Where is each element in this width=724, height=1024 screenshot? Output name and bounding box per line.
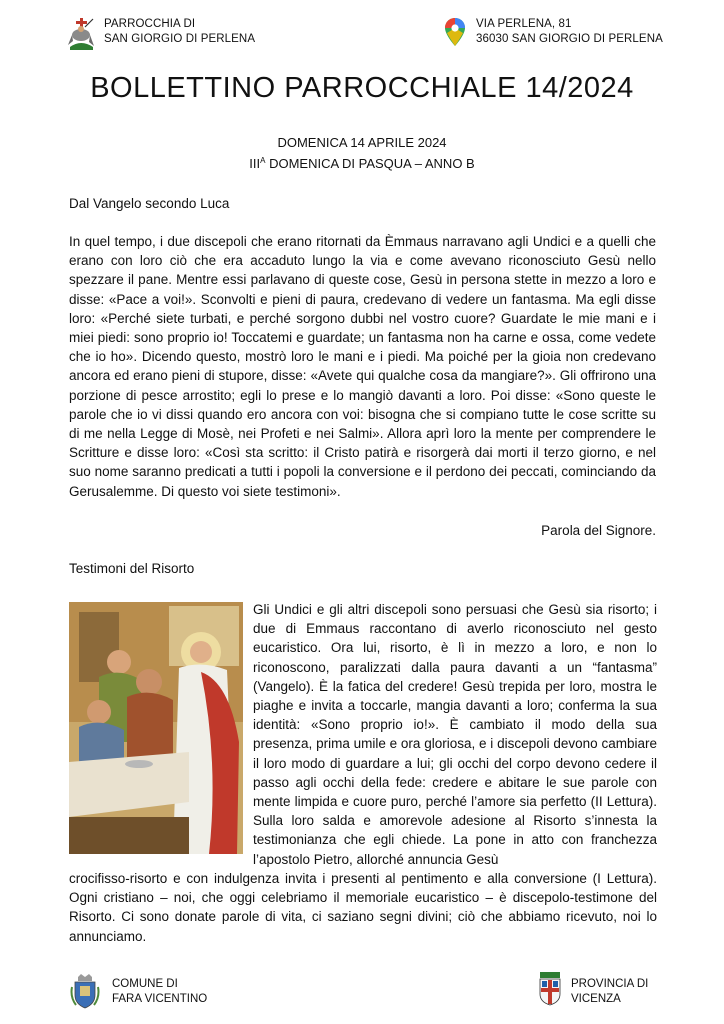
gospel-heading: Dal Vangelo secondo Luca [69,196,230,211]
provincia-line1: PROVINCIA DI [571,978,649,990]
provincia-footer [571,977,648,1007]
gospel-sign: Parola del Signore. [541,523,656,538]
comune-footer [112,977,207,1007]
gospel-text: In quel tempo, i due discepoli che erano ritornati da Èmmaus narravano agli Undici e a quelli che erano con loro ciò che era accaduto lungo la via e come avevano riconosciuto Gesù nello spezzare il pane. Mentre essi parlavano di queste cose, Gesù in persona stette in mezzo a loro e disse: «Pace a voi!». Sconvolti e pieni di paura, credevano di vedere un fantasma. Ma egli disse loro: «Perché siete turbati, e perché sorgono dubbi nel vostro cuore? Guardate le mie mani e i miei piedi: sono proprio io! Toccatemi e guardate; un fantasma non ha carne e ossa, come vedete che io ho». Dicendo questo, mostrò loro le mani e i piedi. Ma poiché per la gioia non credevano ancora ed erano pieni di stupore, disse: «Avete qui qualche cosa da mangiare?». Gli offrirono una porzione di pesce arrostito; egli lo prese e lo mangiò davanti a loro. Poi disse: «Sono queste le parole che io vi dissi quando ero ancora con voi: bisogna che si compiano tutte le cose scritte su di me nella Legge di Mosè, nei Profeti e nei Salmi». Allora aprì loro la mente per comprendere le Scritture e disse loro: «Così sta scritto: il Cristo patirà e risorgerà dai morti il terzo giorno, e nel suo nome saranno predicati a tutti i popoli la conversione e il perdono dei peccati, cominciando da Gerusalemme. Di questo voi siete testimoni». [69,234,656,499]
provincia-line2: VICENZA [571,993,621,1005]
parish-name-line2: SAN GIORGIO DI PERLENA [104,33,256,45]
map-pin-icon [444,17,466,47]
comune-line1: COMUNE DI [112,978,178,990]
address-header [476,17,663,47]
bulletin-title: BOLLETTINO PARROCCHIALE 14/2024 [90,72,634,104]
emmaus-painting [69,602,243,854]
reflection-text-side: Gli Undici e gli altri discepoli sono persuasi che Gesù sia risorto; i due di Emmaus raccontano di averlo riconosciuto nel gesto eucaristico. Ora lui, risorto, è lì in mezzo a loro, e non lo riconoscono, paralizzati dalla paura davanti a un “fantasma” (Vangelo). È la fatica del credere! Gesù trepida per loro, mostra le piaghe e invita a toccarle, mangia davanti a loro; conferma la sua identità: «Sono proprio io!». È cambiato il modo della sua presenza, prima umile e ora gloriosa, e i discepoli devono cambiare il loro modo di guardare a lui; gli occhi del corpo devono cedere il passo agli occhi della fede: credere e abitare le sue parole con mente limpida e cuore puro, perché l’amore sia perfetto (II Lettura). Sulla loro salda e amorevole adesione al Risorto s’innesta la testimonianza che egli chiede. La pone in atto con franchezza l’apostolo Pietro, allorché annuncia Gesù [253,602,657,867]
comune-line2: FARA VICENTINO [112,993,208,1005]
reflection-heading: Testimoni del Risorto [69,561,195,576]
provincia-crest-icon [537,970,563,1006]
address-line1: VIA PERLENA, 81 [476,18,572,30]
parish-name-line1: PARROCCHIA DI [104,18,196,30]
saint-george-logo [66,15,96,51]
date-line: DOMENICA 14 APRILE 2024 [277,135,447,150]
comune-crest-icon [70,973,100,1009]
date-block [0,134,724,173]
reflection-text-full: crocifisso-risorto e con indulgenza invita i presenti al pentimento e alla conversione (I Lettura). Ogni cristiano – noi, che oggi celebriamo il memoriale eucaristico – è discepolo-testimone del Risorto. Ci sono donate parole di vita, ci saziano segni divini; ciò che abbiamo ricevuto, noi lo annunciamo. [69,871,657,944]
liturgical-day-line: $III^A$ DOMENICA DI PASQUA – ANNO B [249,156,475,171]
parish-header [104,17,255,47]
address-line2: 36030 SAN GIORGIO DI PERLENA [476,33,663,45]
